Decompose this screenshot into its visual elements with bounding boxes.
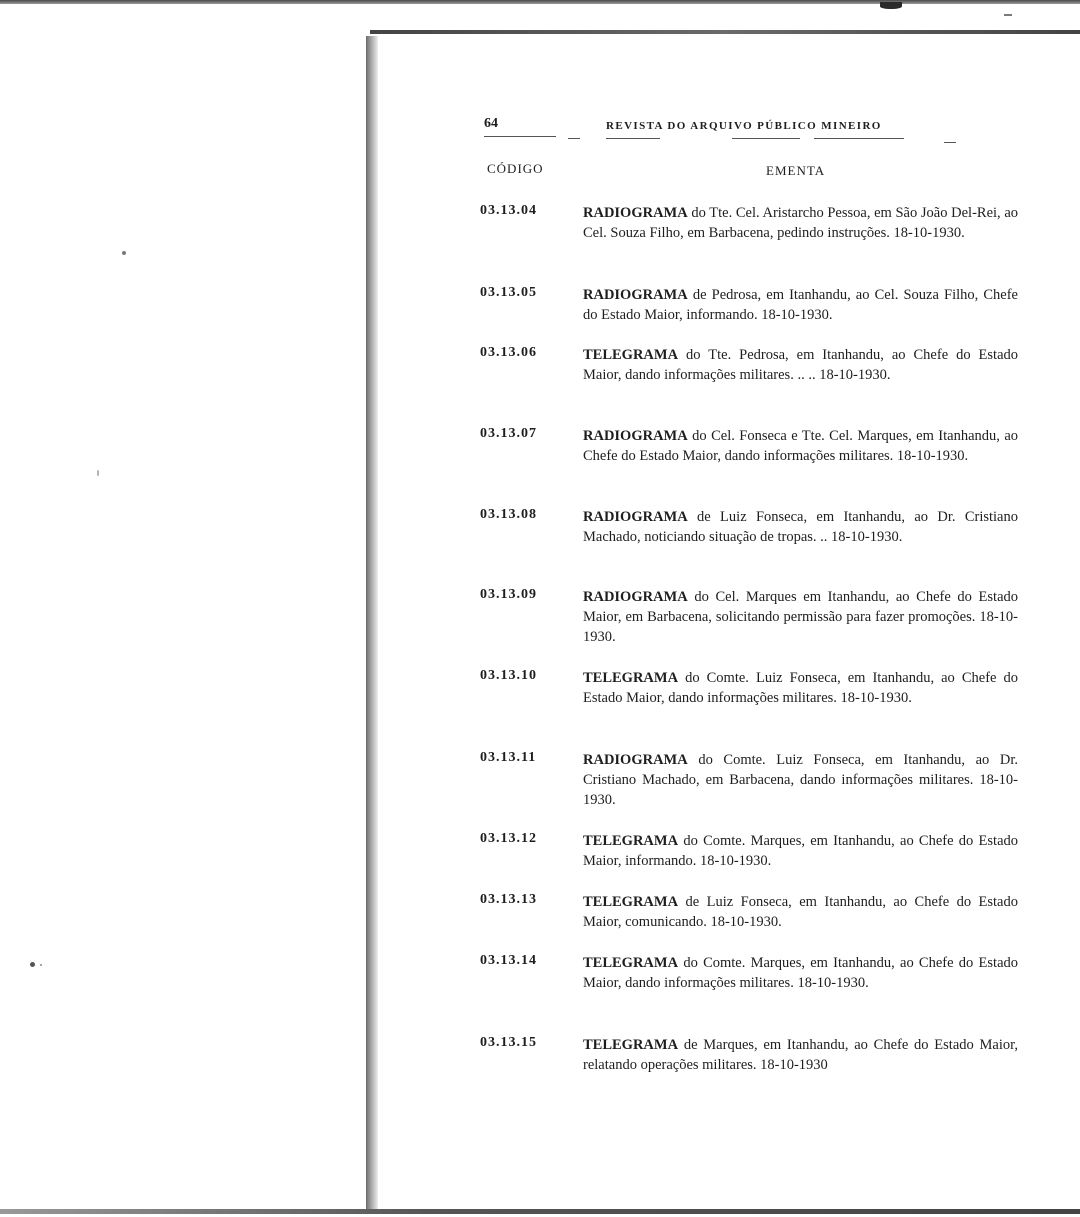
- header-rule: [944, 142, 956, 143]
- entry-document-type: RADIOGRAMA: [583, 205, 688, 221]
- column-header-description: EMENTA: [766, 163, 826, 178]
- entry-code: 03.13.08: [480, 507, 537, 522]
- scan-speck: [40, 964, 42, 966]
- entry-document-type: TELEGRAMA: [583, 347, 679, 363]
- entry-code: 03.13.13: [480, 892, 537, 907]
- scan-speck: [30, 962, 35, 967]
- entry-description: [583, 953, 1018, 993]
- entry-document-type: TELEGRAMA: [583, 955, 679, 971]
- header-rule: [484, 136, 556, 137]
- entry-code: 03.13.12: [480, 831, 537, 846]
- scan-mark: [1004, 14, 1012, 16]
- entry-code: 03.13.10: [480, 668, 537, 683]
- entry-code: 03.13.15: [480, 1035, 537, 1050]
- entry-summary: de Marques, em Itanhandu, ao Chefe do Estado Maior, relatando operações militares. 18-10-1930: [583, 1037, 1019, 1073]
- column-header-code: CÓDIGO: [487, 161, 544, 176]
- running-header: [484, 116, 1020, 146]
- entry-summary: do Comte. Marques, em Itanhandu, ao Chefe do Estado Maior, informando. 18-10-1930.: [583, 833, 1018, 869]
- entry-summary: de Luiz Fonseca, em Itanhandu, ao Dr. Cristiano Machado, noticiando situação de tropas. .. 18-10-1930.: [583, 509, 1018, 545]
- entry-description: [583, 1035, 1018, 1075]
- scan-top-edge: [0, 0, 1080, 4]
- page-bottom-border: [0, 1209, 1080, 1214]
- entry-document-type: RADIOGRAMA: [583, 509, 688, 525]
- page-number: 64: [484, 116, 498, 131]
- entry-code: 03.13.14: [480, 953, 537, 968]
- book-spine-shadow: [366, 36, 378, 1211]
- entry-document-type: TELEGRAMA: [583, 894, 679, 910]
- entry-document-type: RADIOGRAMA: [583, 589, 688, 605]
- entry-code: 03.13.06: [480, 345, 537, 360]
- page-top-border: [370, 30, 1080, 34]
- scan-blot: [880, 2, 902, 9]
- entry-code: 03.13.11: [480, 750, 537, 765]
- entry-summary: do Cel. Marques em Itanhandu, ao Chefe do Estado Maior, em Barbacena, solicitando permissão para fazer promoções. 18-10-1930.: [583, 589, 1019, 645]
- entry-summary: do Comte. Luiz Fonseca, em Itanhandu, ao Chefe do Estado Maior, dando informações militares. 18-10-1930.: [583, 670, 1018, 706]
- entry-description: [583, 285, 1018, 325]
- entry-document-type: RADIOGRAMA: [583, 752, 688, 768]
- entry-description: [583, 750, 1018, 810]
- entry-code: 03.13.05: [480, 285, 537, 300]
- entry-description: [583, 507, 1018, 547]
- entry-summary: do Comte. Luiz Fonseca, em Itanhandu, ao Dr. Cristiano Machado, em Barbacena, dando informações militares. 18-10-1930.: [583, 752, 1019, 808]
- entry-code: 03.13.09: [480, 587, 537, 602]
- entry-document-type: TELEGRAMA: [583, 833, 679, 849]
- header-rule: [732, 138, 800, 139]
- entry-summary: de Pedrosa, em Itanhandu, ao Cel. Souza Filho, Chefe do Estado Maior, informando. 18-10-1930.: [583, 287, 1018, 323]
- entry-description: [583, 892, 1018, 932]
- entry-code: 03.13.07: [480, 426, 537, 441]
- entry-summary: do Cel. Fonseca e Tte. Cel. Marques, em Itanhandu, ao Chefe do Estado Maior, dando informações militares. 18-10-1930.: [583, 428, 1019, 464]
- entry-description: [583, 831, 1018, 871]
- header-rule: [606, 138, 660, 139]
- header-rule: [568, 138, 580, 139]
- entry-document-type: TELEGRAMA: [583, 670, 679, 686]
- scan-speck: [122, 251, 126, 255]
- entry-document-type: TELEGRAMA: [583, 1037, 679, 1053]
- entry-summary: do Tte. Cel. Aristarcho Pessoa, em São João Del-Rei, ao Cel. Souza Filho, em Barbacena, pedindo instruções. 18-10-1930.: [583, 205, 1019, 241]
- entry-description: [583, 345, 1018, 385]
- entry-description: [583, 426, 1018, 466]
- header-rule: [814, 138, 904, 139]
- entry-code: 03.13.04: [480, 203, 537, 218]
- journal-title: REVISTA DO ARQUIVO PÚBLICO MINEIRO: [606, 120, 882, 132]
- entry-summary: de Luiz Fonseca, em Itanhandu, ao Chefe do Estado Maior, comunicando. 18-10-1930.: [583, 894, 1018, 930]
- scan-speck: [97, 470, 99, 476]
- entry-description: [583, 587, 1018, 647]
- entry-description: [583, 668, 1018, 708]
- entry-summary: do Comte. Marques, em Itanhandu, ao Chefe do Estado Maior, dando informações militares. 18-10-1930.: [583, 955, 1018, 991]
- entry-document-type: RADIOGRAMA: [583, 287, 688, 303]
- entry-document-type: RADIOGRAMA: [583, 428, 688, 444]
- entry-summary: do Tte. Pedrosa, em Itanhandu, ao Chefe do Estado Maior, dando informações militares. .. .. 18-10-1930.: [583, 347, 1019, 383]
- entry-description: [583, 203, 1018, 243]
